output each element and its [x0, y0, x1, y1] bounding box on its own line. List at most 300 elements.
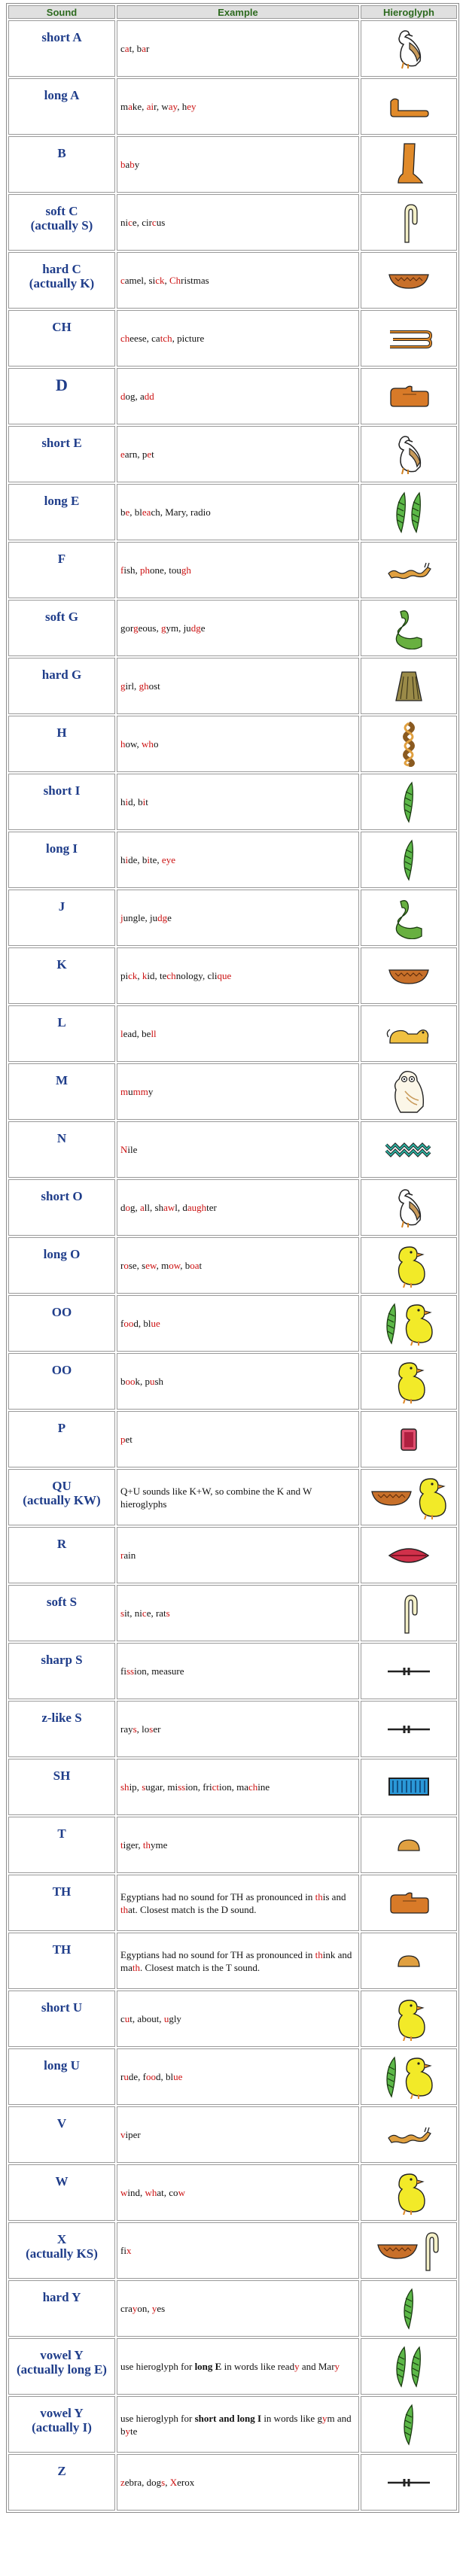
example-text: ion, ma	[218, 1781, 248, 1793]
hieroglyph-alphabet-table-wrapper	[6, 3, 456, 2513]
table-row	[8, 832, 457, 888]
example-text: h	[120, 854, 126, 865]
highlighted-letters: ll	[151, 1028, 157, 1039]
sound-label: QU	[52, 1479, 72, 1493]
chick-icon	[391, 2185, 426, 2198]
hieroglyph-cell	[361, 542, 457, 598]
table-row	[8, 2222, 457, 2279]
vulture-icon	[390, 447, 428, 460]
sound-cell	[8, 2222, 115, 2279]
example-cell	[117, 1817, 359, 1873]
chick-icon	[399, 1316, 434, 1329]
example-cell	[117, 1063, 359, 1120]
highlighted-letters: ue	[173, 2071, 183, 2082]
example-cell	[117, 542, 359, 598]
example-text: ct	[184, 333, 192, 344]
highlighted-letters: ai	[146, 101, 154, 112]
table-row	[8, 542, 457, 598]
highlighted-letters: gh	[139, 680, 149, 692]
example-text: on,	[137, 2303, 152, 2314]
highlighted-letters: X	[169, 2477, 178, 2488]
table-row	[8, 1121, 457, 1178]
table-row	[8, 1585, 457, 1641]
example-text: c	[120, 43, 125, 54]
highlighted-letters: th	[142, 1839, 151, 1851]
sound-cell	[8, 1875, 115, 1931]
sound-cell	[8, 136, 115, 193]
sound-label: X	[56, 2232, 67, 2246]
example-text: y	[148, 1086, 154, 1097]
reed-icon	[384, 2070, 399, 2082]
highlighted-letters: wh	[142, 738, 154, 750]
hieroglyph-cell	[361, 774, 457, 830]
sound-label: R	[56, 1537, 67, 1551]
hieroglyph-cell	[361, 2280, 457, 2337]
hieroglyph-cell	[361, 1875, 457, 1931]
example-text: te	[130, 2425, 138, 2437]
chick-icon	[391, 2012, 426, 2024]
highlighted-letters: e	[125, 506, 130, 518]
sound-note: (actually long E)	[17, 2362, 107, 2377]
table-row	[8, 1469, 457, 1525]
example-cell	[117, 2222, 359, 2279]
hieroglyph-cell	[361, 832, 457, 888]
example-text: se, s	[128, 1260, 146, 1271]
hieroglyph-cell	[361, 1237, 457, 1294]
highlighted-letters: aw	[163, 1202, 175, 1213]
highlighted-letters: th	[315, 1948, 323, 1960]
example-cell	[117, 832, 359, 888]
example-text: Egyptians had no sound for TH as pronounced in	[120, 1890, 315, 1902]
example-text: fi	[120, 2245, 126, 2256]
example-text: t,	[129, 2013, 138, 2024]
sound-note: (actually KS)	[26, 2246, 98, 2261]
highlighted-letters: e	[147, 449, 152, 460]
sound-cell	[8, 832, 115, 888]
hieroglyph-cell	[361, 1991, 457, 2047]
table-row	[8, 658, 457, 714]
hieroglyph-cell	[361, 1817, 457, 1873]
example-text: r	[120, 1260, 124, 1271]
example-text: , bl	[129, 506, 142, 518]
sound-cell	[8, 2454, 115, 2511]
highlighted-letters: h	[120, 738, 126, 750]
sound-label: SH	[53, 1769, 71, 1783]
sound-label: F	[57, 552, 66, 566]
example-text: ink and ma	[120, 1948, 352, 1973]
example-cell	[117, 2454, 359, 2511]
sound-label: soft C	[45, 204, 78, 218]
sound-label: vowel Y	[40, 2348, 84, 2362]
sound-cell	[8, 1701, 115, 1757]
example-text: l, d	[175, 1202, 187, 1213]
example-text: use hieroglyph for	[120, 2412, 195, 2424]
highlighted-letters: ey	[187, 101, 196, 112]
example-cell	[117, 1469, 359, 1525]
highlighted-letters: s	[120, 1607, 125, 1619]
sound-cell	[8, 368, 115, 424]
sound-cell	[8, 1179, 115, 1236]
sound-note: (actually S)	[30, 218, 93, 233]
sound-cell	[8, 2280, 115, 2337]
highlighted-letters: y	[151, 2303, 157, 2314]
highlighted-letters: mm	[133, 1086, 148, 1097]
highlighted-letters: oa	[190, 1260, 200, 1271]
example-cell	[117, 890, 359, 946]
sound-label: long A	[44, 88, 80, 102]
table-row	[8, 1991, 457, 2047]
sound-label: B	[57, 146, 66, 160]
hand-icon	[388, 389, 430, 402]
example-text: and Mar	[299, 2361, 335, 2372]
example-text: ,	[164, 275, 169, 286]
pool-icon	[387, 1780, 431, 1793]
bread-icon	[396, 1954, 422, 1966]
highlighted-letters: ch	[120, 333, 130, 344]
example-text: nology, cli	[175, 970, 218, 981]
example-text: de, b	[128, 854, 148, 865]
sound-cell	[8, 1063, 115, 1120]
highlighted-letters: N	[120, 1144, 128, 1155]
reed-icon	[409, 2359, 424, 2372]
sound-label: soft S	[46, 1595, 78, 1609]
sound-label: M	[55, 1073, 69, 1087]
example-text: ni	[120, 217, 129, 228]
table-row	[8, 2164, 457, 2221]
table-row	[8, 1817, 457, 1873]
example-text: short and long I	[194, 2412, 262, 2424]
sound-cell	[8, 1353, 115, 1410]
example-text: u	[128, 1086, 133, 1097]
example-text: iger,	[123, 1839, 143, 1851]
example-text: is and	[322, 1890, 346, 1902]
example-text: c	[142, 217, 146, 228]
sound-label: long I	[45, 841, 78, 856]
example-cell	[117, 194, 359, 251]
highlighted-letters: ow	[169, 1260, 181, 1271]
hieroglyph-cell	[361, 716, 457, 772]
hieroglyph-cell	[361, 947, 457, 1004]
table-row	[8, 2106, 457, 2163]
table-row	[8, 310, 457, 366]
cobra-icon	[390, 621, 428, 634]
example-text: . Closest match is the T sound.	[140, 1961, 260, 1973]
table-row	[8, 2048, 457, 2105]
highlighted-letters: oo	[145, 2071, 156, 2082]
example-text: d	[120, 1202, 126, 1213]
vulture-icon	[390, 41, 428, 54]
highlighted-letters: th	[132, 1961, 141, 1973]
example-text: at, co	[157, 2187, 178, 2198]
example-cell	[117, 658, 359, 714]
highlighted-letters: o	[125, 1202, 130, 1213]
highlighted-letters: ay	[168, 101, 178, 112]
example-text: de, f	[128, 2071, 146, 2082]
table-row	[8, 947, 457, 1004]
example-text: ion, mea	[134, 1665, 168, 1677]
example-text: use hieroglyph for	[120, 2361, 195, 2372]
example-text: ter	[206, 1202, 217, 1213]
sound-label: W	[55, 2174, 69, 2188]
example-cell	[117, 1237, 359, 1294]
stool-icon	[399, 1432, 419, 1445]
sound-cell	[8, 194, 115, 251]
highlighted-letters: Ch	[169, 275, 181, 286]
example-cell	[117, 252, 359, 309]
sound-label: TH	[52, 1884, 72, 1899]
example-text: eous,	[138, 622, 161, 634]
highlighted-letters: j	[120, 912, 123, 923]
hieroglyph-cell	[361, 2164, 457, 2221]
example-text: ym, ju	[166, 622, 191, 634]
example-text: gly	[169, 2013, 181, 2024]
sound-cell	[8, 890, 115, 946]
highlighted-letters: augh	[187, 1202, 207, 1213]
cloth-icon	[398, 1606, 420, 1619]
hieroglyph-alphabet-table	[6, 3, 459, 2513]
example-text: ,	[165, 2477, 170, 2488]
highlighted-letters: s	[149, 1723, 154, 1735]
example-text: ,	[137, 970, 142, 981]
highlighted-letters: u	[123, 2071, 129, 2082]
example-text: yme	[150, 1839, 168, 1851]
example-text: ch, Mary, radio	[151, 506, 211, 518]
highlighted-letters: c	[142, 1607, 147, 1619]
example-text: h	[120, 796, 126, 807]
sound-cell	[8, 426, 115, 482]
example-text: et	[125, 1434, 133, 1445]
sound-note: (actually KW)	[23, 1493, 101, 1507]
sound-label: V	[56, 2116, 67, 2130]
table-row	[8, 368, 457, 424]
table-row	[8, 716, 457, 772]
example-cell	[117, 1875, 359, 1931]
example-text: ish,	[123, 564, 141, 576]
sound-cell	[8, 1991, 115, 2047]
table-row	[8, 2454, 457, 2511]
table-row	[8, 78, 457, 135]
table-row	[8, 1759, 457, 1815]
table-row	[8, 1063, 457, 1120]
example-cell	[117, 1353, 359, 1410]
example-text: eese, ca	[129, 333, 160, 344]
example-text: in words like read	[221, 2361, 295, 2372]
example-text: t	[151, 449, 154, 460]
sound-label: short E	[41, 436, 82, 450]
example-text: at. Closest match is the D sound.	[128, 1903, 257, 1915]
hieroglyph-cell	[361, 2106, 457, 2163]
highlighted-letters: w	[178, 2187, 185, 2198]
hieroglyph-cell	[361, 1411, 457, 1467]
sound-cell	[8, 947, 115, 1004]
highlighted-letters: r	[120, 1550, 124, 1561]
sound-cell	[8, 774, 115, 830]
table-row	[8, 136, 457, 193]
reed-icon	[394, 2359, 409, 2372]
highlighted-letters: ck	[155, 275, 165, 286]
sound-cell	[8, 1643, 115, 1699]
sound-label: short U	[41, 2000, 83, 2015]
highlighted-letters: dd	[144, 391, 154, 402]
example-text: y	[134, 159, 140, 170]
highlighted-letters: f	[120, 564, 124, 576]
highlighted-letters: v	[120, 2129, 126, 2140]
sound-label: long U	[44, 2058, 80, 2073]
example-text: r	[120, 2071, 124, 2082]
hieroglyph-cell	[361, 310, 457, 366]
example-text: es	[157, 2303, 166, 2314]
hieroglyph-cell	[361, 426, 457, 482]
example-text: ain	[123, 1550, 136, 1561]
hieroglyph-cell	[361, 136, 457, 193]
hieroglyph-cell	[361, 2454, 457, 2511]
example-text: ile	[127, 1144, 138, 1155]
example-text: id, te	[147, 970, 167, 981]
sound-label: Z	[57, 2464, 66, 2478]
table-row	[8, 1411, 457, 1467]
table-row	[8, 890, 457, 946]
sound-cell	[8, 1759, 115, 1815]
vulture-icon	[390, 1200, 428, 1213]
header-example: Example	[117, 5, 359, 19]
example-text: r, w	[154, 101, 169, 112]
example-text: , b	[180, 1260, 190, 1271]
example-text: ure	[171, 1665, 184, 1677]
example-text: ungle, ju	[123, 912, 158, 923]
sound-label: short I	[43, 783, 81, 798]
highlighted-letters: b	[129, 159, 135, 170]
sound-label: hard Y	[42, 2290, 81, 2304]
example-text: ion, fri	[185, 1781, 212, 1793]
example-text: it, ni	[124, 1607, 142, 1619]
sound-note: (actually I)	[32, 2420, 92, 2435]
table-row	[8, 1933, 457, 1989]
sound-label: long E	[44, 494, 80, 508]
example-text: f	[120, 1318, 124, 1329]
highlighted-letters: y	[125, 2425, 130, 2437]
sound-cell	[8, 658, 115, 714]
highlighted-letters: a	[140, 1202, 145, 1213]
example-text: ke,	[132, 101, 147, 112]
highlighted-letters: s	[161, 2477, 166, 2488]
highlighted-letters: i	[142, 796, 146, 807]
sound-label: TH	[52, 1942, 72, 1957]
sound-cell	[8, 1005, 115, 1062]
example-cell	[117, 310, 359, 366]
tether-icon	[385, 331, 432, 344]
header-hieroglyph: Hieroglyph	[361, 5, 457, 19]
reed-icon	[394, 505, 409, 518]
twisted-flax-icon	[400, 737, 418, 750]
highlighted-letters: i	[125, 796, 129, 807]
highlighted-letters: u	[150, 1376, 155, 1387]
highlighted-letters: g	[120, 680, 126, 692]
example-cell	[117, 136, 359, 193]
sound-cell	[8, 310, 115, 366]
hieroglyph-cell	[361, 1469, 457, 1525]
table-row	[8, 2338, 457, 2395]
example-text: m and b	[120, 2412, 352, 2437]
highlighted-letters: c	[128, 217, 133, 228]
example-text: cra	[120, 2303, 133, 2314]
example-text: , h	[177, 101, 187, 112]
highlighted-letters: w	[120, 2187, 128, 2198]
example-text: er	[153, 1723, 161, 1735]
sound-cell	[8, 600, 115, 656]
sound-label: soft G	[45, 610, 78, 624]
arm-icon	[388, 99, 430, 112]
leg-icon	[394, 157, 424, 170]
table-row	[8, 1237, 457, 1294]
cloth-icon	[419, 2243, 441, 2256]
highlighted-letters: th	[315, 1890, 323, 1902]
sound-label: D	[56, 376, 68, 394]
example-cell	[117, 1121, 359, 1178]
sound-cell	[8, 78, 115, 135]
table-row	[8, 1179, 457, 1236]
example-cell	[117, 2106, 359, 2163]
example-cell	[117, 426, 359, 482]
hieroglyph-cell	[361, 658, 457, 714]
sound-label: H	[56, 725, 67, 740]
example-text: bout,	[142, 2013, 164, 2024]
hieroglyph-cell	[361, 2338, 457, 2395]
owl-icon	[390, 1084, 428, 1097]
header-sound: Sound	[8, 5, 115, 19]
sound-label: P	[57, 1421, 66, 1435]
sound-label: short A	[41, 30, 82, 44]
highlighted-letters: t	[120, 1839, 123, 1851]
highlighted-letters: ct	[212, 1781, 219, 1793]
highlighted-letters: gh	[181, 564, 191, 576]
viper-icon	[385, 2127, 432, 2140]
example-text: ir	[145, 217, 152, 228]
example-text: gor	[120, 622, 134, 634]
example-text: ind,	[127, 2187, 145, 2198]
example-cell	[117, 2280, 359, 2337]
example-text: s	[167, 1665, 172, 1677]
sound-label: long O	[43, 1247, 81, 1261]
hieroglyph-cell	[361, 1121, 457, 1178]
example-text: , pi	[172, 333, 185, 344]
sound-cell	[8, 2396, 115, 2453]
example-text: d, bl	[155, 2071, 174, 2082]
highlighted-letters: c	[151, 217, 157, 228]
example-text: ine	[257, 1781, 270, 1793]
table-row	[8, 252, 457, 309]
example-text: m	[120, 101, 129, 112]
sound-label: T	[57, 1826, 66, 1841]
table-row	[8, 600, 457, 656]
example-text: t, b	[129, 43, 142, 54]
sound-cell	[8, 2338, 115, 2395]
chick-icon	[413, 1490, 447, 1503]
highlighted-letters: que	[217, 970, 232, 981]
highlighted-letters: s	[142, 1781, 146, 1793]
example-text: k, p	[135, 1376, 150, 1387]
sound-cell	[8, 1411, 115, 1467]
sound-label: short O	[41, 1189, 83, 1203]
highlighted-letters: a	[142, 43, 146, 54]
table-row	[8, 20, 457, 77]
highlighted-letters: l	[120, 1028, 123, 1039]
table-row	[8, 1353, 457, 1410]
highlighted-letters: dg	[190, 622, 201, 634]
highlighted-letters: i	[125, 854, 129, 865]
example-cell	[117, 1179, 359, 1236]
sound-label: sharp S	[41, 1653, 83, 1667]
example-cell	[117, 1411, 359, 1467]
